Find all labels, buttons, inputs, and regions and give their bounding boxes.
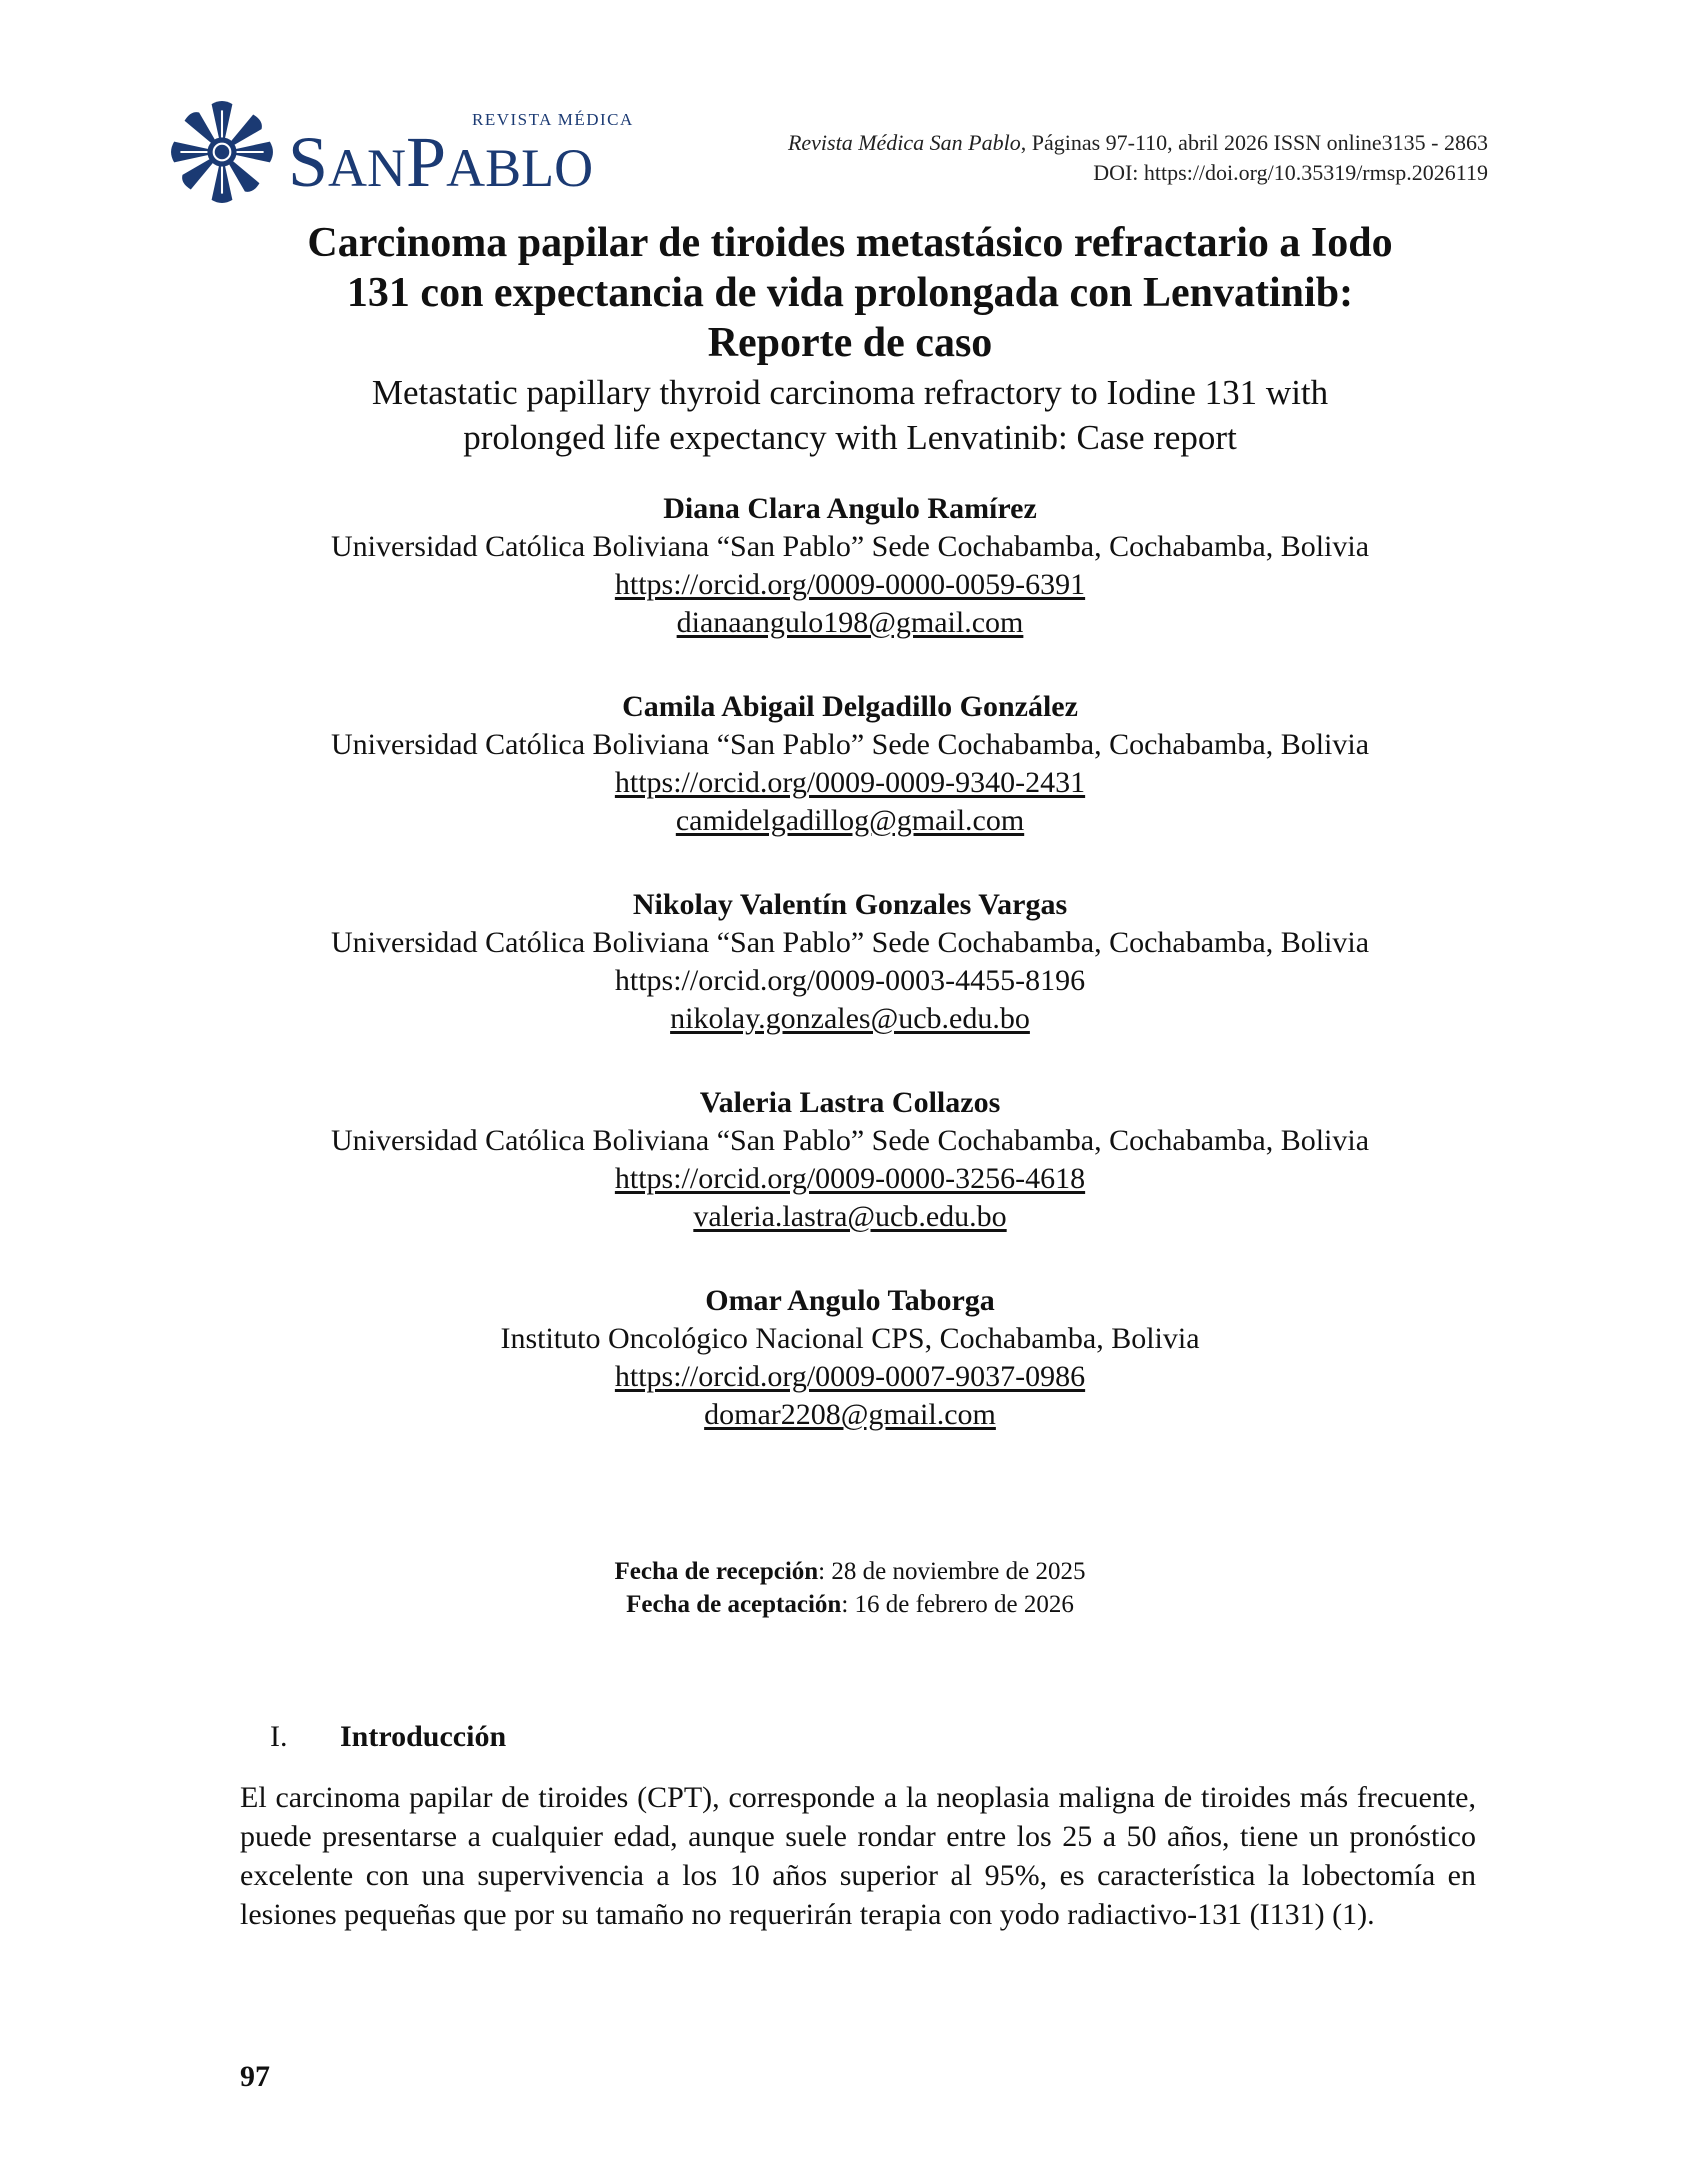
author-name: Omar Angulo Taborga xyxy=(705,1284,995,1317)
title-es-line: Reporte de caso xyxy=(707,320,993,366)
received-date xyxy=(200,1555,1500,1588)
accepted-date xyxy=(200,1588,1500,1621)
logo-letter-s: S xyxy=(288,122,329,202)
logo-subtitle: REVISTA MÉDICA xyxy=(472,110,634,129)
submission-dates xyxy=(200,1555,1500,1621)
author-name: Valeria Lastra Collazos xyxy=(699,1086,1001,1119)
journal-name: Revista Médica San Pablo xyxy=(787,130,1021,155)
author-affiliation: Universidad Católica Boliviana “San Pablo” Sede Cochabamba, Cochabamba, Bolivia xyxy=(330,1124,1370,1157)
article-title-spanish xyxy=(200,218,1500,368)
title-es-line: Carcinoma papilar de tiroides metastásico refractario a Iodo xyxy=(307,220,1393,266)
author-block xyxy=(200,490,1500,642)
author-email-link[interactable]: camidelgadillog@gmail.com xyxy=(675,804,1025,837)
section-heading xyxy=(270,1718,506,1756)
received-value: : 28 de noviembre de 2025 xyxy=(818,1558,1086,1585)
author-block xyxy=(200,1282,1500,1434)
accepted-value: : 16 de febrero de 2026 xyxy=(841,1591,1074,1618)
journal-logo xyxy=(170,100,650,205)
journal-pages-issn: , Páginas 97-110, abril 2026 ISSN online3135 - 2863 xyxy=(1020,130,1488,155)
author-email-link[interactable]: valeria.lastra@ucb.edu.bo xyxy=(693,1200,1007,1233)
journal-doi: DOI: https://doi.org/10.35319/rmsp.2026119 xyxy=(1093,160,1488,185)
logo-wordmark xyxy=(288,124,593,206)
author-block xyxy=(200,886,1500,1038)
author-name: Camila Abigail Delgadillo González xyxy=(622,690,1078,723)
author-orcid-link[interactable]: https://orcid.org/0009-0000-0059-6391 xyxy=(614,568,1086,601)
author-affiliation: Universidad Católica Boliviana “San Pablo” Sede Cochabamba, Cochabamba, Bolivia xyxy=(330,926,1370,959)
title-en-line: Metastatic papillary thyroid carcinoma refractory to Iodine 131 with xyxy=(371,373,1329,412)
author-block xyxy=(200,688,1500,840)
author-email-link[interactable]: nikolay.gonzales@ucb.edu.bo xyxy=(670,1002,1030,1035)
accepted-label: Fecha de aceptación xyxy=(626,1591,842,1618)
author-orcid-text: https://orcid.org/0009-0003-4455-8196 xyxy=(614,964,1086,997)
section-number: I. xyxy=(270,1720,288,1753)
journal-info xyxy=(788,128,1488,188)
section-title: Introducción xyxy=(340,1720,507,1753)
author-orcid-link[interactable]: https://orcid.org/0009-0000-3256-4618 xyxy=(614,1162,1086,1195)
author-name: Nikolay Valentín Gonzales Vargas xyxy=(632,888,1068,921)
logo-letters-ablo: ABLO xyxy=(446,138,594,198)
author-affiliation: Instituto Oncológico Nacional CPS, Cochabamba, Bolivia xyxy=(500,1322,1200,1355)
logo-letters-an: AN xyxy=(328,138,407,198)
article-title-english xyxy=(200,370,1500,460)
author-email-link[interactable]: domar2208@gmail.com xyxy=(704,1398,996,1431)
author-orcid-link[interactable]: https://orcid.org/0009-0007-9037-0986 xyxy=(614,1360,1086,1393)
logo-letter-p: P xyxy=(406,122,447,202)
author-orcid-link[interactable]: https://orcid.org/0009-0009-9340-2431 xyxy=(614,766,1086,799)
author-block xyxy=(200,1084,1500,1236)
author-list xyxy=(200,490,1500,1480)
page-number: 97 xyxy=(240,2060,270,2093)
author-name: Diana Clara Angulo Ramírez xyxy=(663,492,1037,525)
introduction-paragraph: El carcinoma papilar de tiroides (CPT), corresponde a la neoplasia maligna de tiroides más frecuente, puede presentarse a cualquier edad, aunque suele rondar entre los 25 a 50 años, tiene un pronóstico excelente con una supervivencia a los 10 años superior al 95%, es característica la lobectomía en lesiones pequeñas que por su tamaño no requerirán terapia con yodo radiactivo-131 (I131) (1). xyxy=(240,1781,1476,1931)
title-en-line: prolonged life expectancy with Lenvatinib: Case report xyxy=(463,418,1237,457)
author-email-link[interactable]: dianaangulo198@gmail.com xyxy=(676,606,1024,639)
received-label: Fecha de recepción xyxy=(614,1558,819,1585)
title-es-line: 131 con expectancia de vida prolongada con Lenvatinib: xyxy=(346,270,1354,316)
cross-emblem-icon xyxy=(170,100,274,204)
author-affiliation: Universidad Católica Boliviana “San Pablo” Sede Cochabamba, Cochabamba, Bolivia xyxy=(330,728,1370,761)
author-affiliation: Universidad Católica Boliviana “San Pablo” Sede Cochabamba, Cochabamba, Bolivia xyxy=(330,530,1370,563)
journal-citation-line xyxy=(788,128,1488,158)
